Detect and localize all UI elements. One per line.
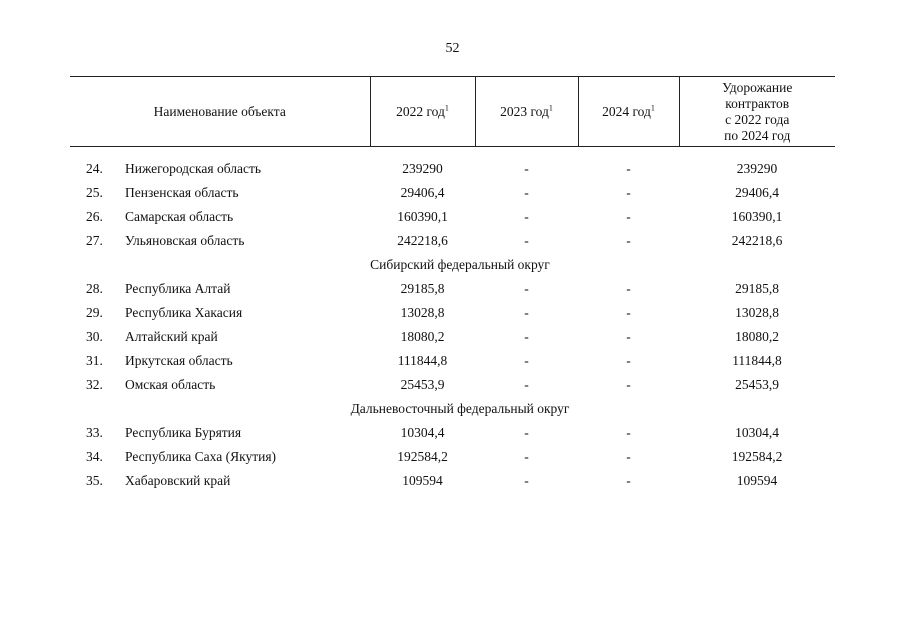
object-name: Республика Хакасия	[125, 305, 243, 320]
cell-2022: 29185,8	[400, 281, 445, 296]
cell-contract-rise: 25453,9	[735, 377, 779, 392]
cell-2024: -	[626, 353, 631, 368]
cell-object	[70, 445, 370, 469]
cell-contract-rise: 18080,2	[735, 329, 779, 344]
cell-2024: -	[626, 305, 631, 320]
cell-2023: -	[524, 233, 529, 248]
header-2024-footnote: 1	[650, 103, 655, 112]
cell-object	[70, 325, 370, 349]
table-row	[70, 349, 835, 373]
table-row	[70, 373, 835, 397]
object-name: Пензенская область	[125, 185, 239, 200]
header-contract-rise-line: контрактов	[725, 95, 790, 111]
header-2022-text: 2022 год	[396, 103, 445, 119]
row-number: 27.	[86, 233, 103, 248]
object-name: Алтайский край	[125, 329, 218, 344]
cell-2022: 25453,9	[400, 377, 445, 392]
cell-object	[70, 349, 370, 373]
cell-2023: -	[524, 377, 529, 392]
cell-contract-rise: 29185,8	[735, 281, 779, 296]
cell-contract-rise: 109594	[736, 473, 778, 488]
cell-2023: -	[524, 353, 529, 368]
header-2022	[370, 77, 475, 147]
header-2023-footnote: 1	[548, 103, 553, 112]
header-object-name-text: Наименование объекта	[153, 103, 286, 119]
header-contract-rise-line: Удорожание	[722, 79, 793, 95]
object-name: Самарская область	[125, 209, 234, 224]
table-row	[70, 205, 835, 229]
data-table-container	[70, 76, 835, 493]
cell-contract-rise: 10304,4	[735, 425, 779, 440]
cell-2022: 111844,8	[397, 353, 448, 368]
cell-object	[70, 301, 370, 325]
table-row	[70, 229, 835, 253]
header-contract-rise-line: по 2024 год	[724, 127, 791, 143]
object-name: Ульяновская область	[125, 233, 245, 248]
cell-2024: -	[626, 233, 631, 248]
section-title: Дальневосточный федеральный округ	[350, 401, 570, 416]
cell-2022: 192584,2	[397, 449, 448, 464]
cell-object	[70, 205, 370, 229]
header-contract-rise	[679, 77, 835, 147]
header-row	[70, 77, 835, 147]
header-2024	[578, 77, 679, 147]
cell-2023: -	[524, 449, 529, 464]
cell-2022: 18080,2	[400, 329, 445, 344]
header-2023-text: 2023 год	[500, 103, 549, 119]
cell-2022: 242218,6	[397, 233, 448, 248]
cell-2023: -	[524, 185, 529, 200]
table-row	[70, 421, 835, 445]
cell-object	[70, 469, 370, 493]
cell-object	[70, 277, 370, 301]
row-number: 28.	[86, 281, 103, 296]
data-table	[70, 76, 835, 493]
cell-2023: -	[524, 473, 529, 488]
cell-contract-rise: 13028,8	[735, 305, 779, 320]
header-object-name	[70, 77, 370, 147]
table-row	[70, 301, 835, 325]
cell-2024: -	[626, 425, 631, 440]
cell-2024: -	[626, 377, 631, 392]
row-number: 29.	[86, 305, 103, 320]
row-number: 31.	[86, 353, 103, 368]
cell-object	[70, 373, 370, 397]
cell-2023: -	[524, 305, 529, 320]
section-row	[70, 253, 835, 277]
cell-2024: -	[626, 449, 631, 464]
table-row	[70, 181, 835, 205]
row-number: 25.	[86, 185, 103, 200]
table-row	[70, 445, 835, 469]
row-number: 26.	[86, 209, 103, 224]
cell-2023: -	[524, 425, 529, 440]
cell-contract-rise: 242218,6	[731, 233, 783, 248]
cell-2022: 29406,4	[400, 185, 445, 200]
table-header	[70, 77, 835, 147]
object-name: Республика Алтай	[125, 281, 231, 296]
cell-contract-rise: 111844,8	[732, 353, 782, 368]
cell-contract-rise: 239290	[736, 161, 778, 176]
object-name: Иркутская область	[125, 353, 233, 368]
cell-2023: -	[524, 329, 529, 344]
table-row	[70, 277, 835, 301]
header-2024-text: 2024 год	[602, 103, 651, 119]
cell-object	[70, 229, 370, 253]
cell-contract-rise: 160390,1	[731, 209, 783, 224]
cell-2022: 109594	[402, 473, 443, 488]
cell-2024: -	[626, 329, 631, 344]
cell-object	[70, 181, 370, 205]
cell-contract-rise: 192584,2	[731, 449, 783, 464]
row-number: 30.	[86, 329, 103, 344]
cell-2024: -	[626, 185, 631, 200]
row-number: 24.	[86, 161, 103, 176]
cell-2023: -	[524, 209, 529, 224]
header-contract-rise-line: с 2022 года	[725, 111, 790, 127]
object-name: Республика Саха (Якутия)	[125, 449, 277, 464]
page-number: 52	[445, 41, 460, 56]
section-row	[70, 397, 835, 421]
table-row	[70, 469, 835, 493]
cell-object	[70, 421, 370, 445]
object-name: Хабаровский край	[125, 473, 231, 488]
header-2022-footnote: 1	[444, 103, 449, 112]
cell-object	[70, 147, 370, 182]
cell-contract-rise: 29406,4	[735, 185, 779, 200]
header-2023	[475, 77, 578, 147]
cell-2022: 160390,1	[397, 209, 448, 224]
table-row	[70, 325, 835, 349]
cell-2024: -	[626, 209, 631, 224]
object-name: Нижегородская область	[125, 161, 262, 176]
table-row	[70, 147, 835, 182]
cell-2023: -	[524, 281, 529, 296]
cell-2023: -	[524, 161, 529, 176]
table-body	[70, 147, 835, 494]
cell-2024: -	[626, 473, 631, 488]
cell-2022: 13028,8	[400, 305, 445, 320]
cell-2024: -	[626, 161, 631, 176]
row-number: 34.	[86, 449, 103, 464]
object-name: Омская область	[125, 377, 216, 392]
row-number: 32.	[86, 377, 103, 392]
row-number: 35.	[86, 473, 103, 488]
object-name: Республика Бурятия	[125, 425, 242, 440]
row-number: 33.	[86, 425, 103, 440]
cell-2022: 239290	[402, 161, 443, 176]
cell-2024: -	[626, 281, 631, 296]
cell-2022: 10304,4	[400, 425, 445, 440]
section-title: Сибирский федеральный округ	[370, 257, 550, 272]
